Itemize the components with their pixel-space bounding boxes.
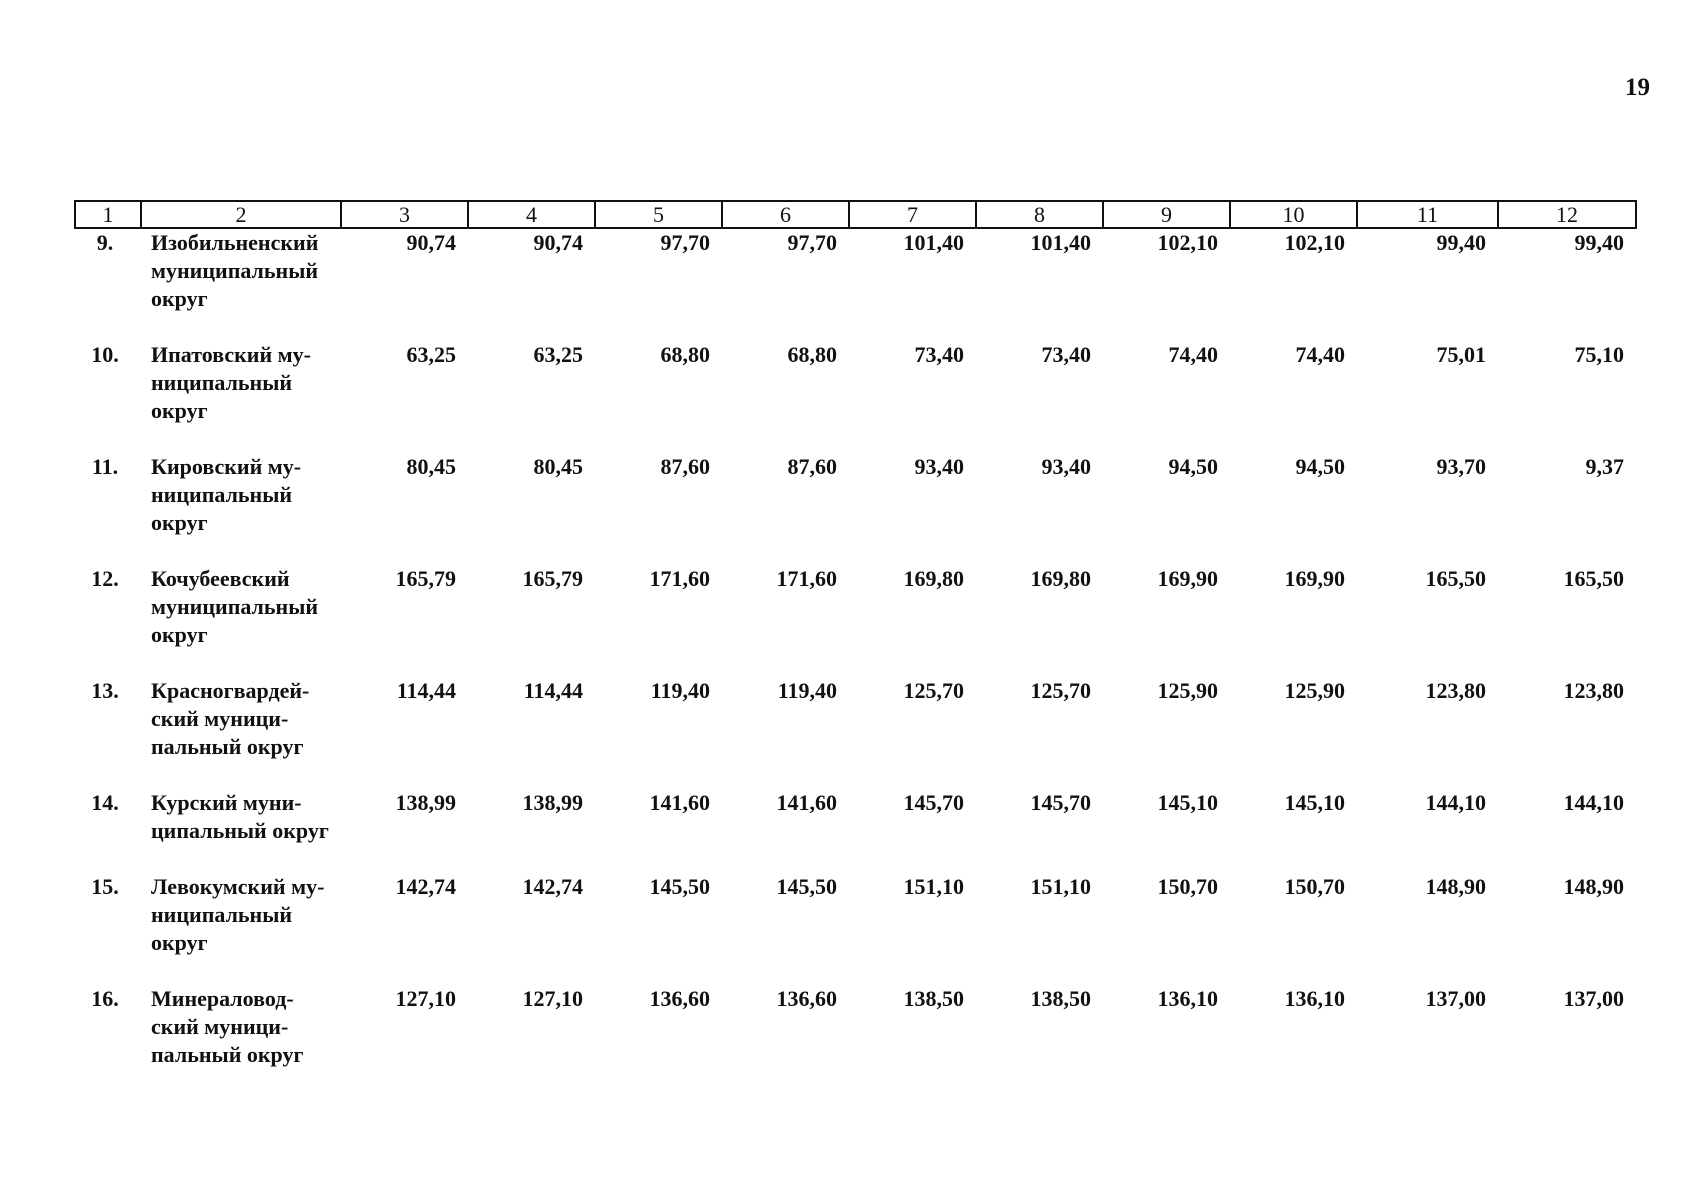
value-cell-col-12: 165,50 xyxy=(1563,566,1624,591)
column-header-10: 10 xyxy=(1230,201,1357,228)
column-header-11: 11 xyxy=(1357,201,1498,228)
district-name-line: Красногвардей- xyxy=(151,678,310,703)
value-cell-col-5: 145,50 xyxy=(649,874,710,899)
district-name-line: округ xyxy=(151,622,208,647)
value-cell-col-6: 141,60 xyxy=(776,790,837,815)
value-cell-col-4: 165,79 xyxy=(522,566,583,591)
value-cell-col-4: 142,74 xyxy=(522,874,583,899)
row-number: 12. xyxy=(91,566,119,591)
value-cell-col-9: 169,90 xyxy=(1157,566,1218,591)
column-header-8: 8 xyxy=(976,201,1103,228)
district-name-line: Кировский му- xyxy=(151,454,302,479)
value-cell-col-9: 150,70 xyxy=(1157,874,1218,899)
value-cell-col-5: 136,60 xyxy=(649,986,710,1011)
value-cell-col-12: 137,00 xyxy=(1563,986,1624,1011)
value-cell-col-10: 94,50 xyxy=(1295,454,1345,479)
table-row xyxy=(75,565,1636,677)
header-row xyxy=(75,201,1636,228)
value-cell-col-5: 97,70 xyxy=(660,230,710,255)
value-cell-col-6: 171,60 xyxy=(776,566,837,591)
value-cell-col-10: 125,90 xyxy=(1284,678,1345,703)
district-name-line: ниципальный xyxy=(151,902,293,927)
district-name xyxy=(141,789,341,873)
row-number: 16. xyxy=(91,986,119,1011)
value-cell-col-8: 125,70 xyxy=(1030,678,1091,703)
value-cell-col-11: 148,90 xyxy=(1425,874,1486,899)
column-header-4: 4 xyxy=(468,201,595,228)
table-row xyxy=(75,341,1636,453)
value-cell-col-8: 151,10 xyxy=(1030,874,1091,899)
column-header-7: 7 xyxy=(849,201,976,228)
column-header-9: 9 xyxy=(1103,201,1230,228)
row-number: 10. xyxy=(91,342,119,367)
value-cell-col-9: 94,50 xyxy=(1168,454,1218,479)
value-cell-col-6: 136,60 xyxy=(776,986,837,1011)
value-cell-col-7: 125,70 xyxy=(903,678,964,703)
value-cell-col-4: 114,44 xyxy=(523,678,583,703)
value-cell-col-9: 102,10 xyxy=(1157,230,1218,255)
column-header-5: 5 xyxy=(595,201,722,228)
value-cell-col-10: 145,10 xyxy=(1284,790,1345,815)
value-cell-col-11: 75,01 xyxy=(1436,342,1486,367)
row-number: 15. xyxy=(91,874,119,899)
table-row xyxy=(75,677,1636,789)
district-name-line: пальный округ xyxy=(151,734,304,759)
row-number: 9. xyxy=(96,230,114,255)
value-cell-col-3: 165,79 xyxy=(395,566,456,591)
value-cell-col-9: 125,90 xyxy=(1157,678,1218,703)
value-cell-col-3: 63,25 xyxy=(406,342,456,367)
district-name xyxy=(141,453,341,565)
page-number: 19 xyxy=(1625,74,1650,101)
value-cell-col-6: 68,80 xyxy=(787,342,837,367)
value-cell-col-9: 145,10 xyxy=(1157,790,1218,815)
value-cell-col-8: 101,40 xyxy=(1030,230,1091,255)
value-cell-col-12: 99,40 xyxy=(1574,230,1624,255)
value-cell-col-11: 165,50 xyxy=(1425,566,1486,591)
district-name-line: Изобильненский xyxy=(151,230,319,255)
value-cell-col-12: 148,90 xyxy=(1563,874,1624,899)
data-table xyxy=(74,200,1637,1097)
district-name xyxy=(141,228,341,341)
value-cell-col-7: 151,10 xyxy=(903,874,964,899)
value-cell-col-11: 99,40 xyxy=(1436,230,1486,255)
value-cell-col-5: 141,60 xyxy=(649,790,710,815)
district-name-line: пальный округ xyxy=(151,1042,304,1067)
district-name-line: Курский муни- xyxy=(151,790,302,815)
value-cell-col-5: 87,60 xyxy=(660,454,710,479)
column-header-3: 3 xyxy=(341,201,468,228)
value-cell-col-10: 150,70 xyxy=(1284,874,1345,899)
district-name xyxy=(141,677,341,789)
column-header-6: 6 xyxy=(722,201,849,228)
value-cell-col-3: 114,44 xyxy=(396,678,456,703)
value-cell-col-8: 73,40 xyxy=(1041,342,1091,367)
district-name-line: ципальный округ xyxy=(151,818,329,843)
district-name xyxy=(141,873,341,985)
district-name-line: округ xyxy=(151,286,208,311)
district-name xyxy=(141,341,341,453)
district-name-line: Кочубеевский xyxy=(151,566,290,591)
value-cell-col-5: 171,60 xyxy=(649,566,710,591)
value-cell-col-4: 90,74 xyxy=(533,230,583,255)
table-row xyxy=(75,985,1636,1097)
row-number: 14. xyxy=(91,790,119,815)
table-row xyxy=(75,228,1636,341)
value-cell-col-11: 137,00 xyxy=(1425,986,1486,1011)
district-name-line: Минераловод- xyxy=(151,986,294,1011)
value-cell-col-3: 138,99 xyxy=(395,790,456,815)
value-cell-col-12: 9,37 xyxy=(1585,454,1624,479)
value-cell-col-4: 138,99 xyxy=(522,790,583,815)
row-number: 13. xyxy=(91,678,119,703)
value-cell-col-10: 136,10 xyxy=(1284,986,1345,1011)
value-cell-col-7: 138,50 xyxy=(903,986,964,1011)
district-name xyxy=(141,565,341,677)
district-name-line: муниципальный xyxy=(151,594,319,619)
value-cell-col-7: 169,80 xyxy=(903,566,964,591)
value-cell-col-12: 75,10 xyxy=(1574,342,1624,367)
value-cell-col-8: 169,80 xyxy=(1030,566,1091,591)
value-cell-col-10: 102,10 xyxy=(1284,230,1345,255)
value-cell-col-4: 127,10 xyxy=(522,986,583,1011)
value-cell-col-7: 145,70 xyxy=(903,790,964,815)
value-cell-col-6: 87,60 xyxy=(787,454,837,479)
district-name-line: муниципальный xyxy=(151,258,319,283)
value-cell-col-7: 101,40 xyxy=(903,230,964,255)
district-name-line: округ xyxy=(151,930,208,955)
value-cell-col-6: 119,40 xyxy=(777,678,837,703)
value-cell-col-3: 127,10 xyxy=(395,986,456,1011)
column-header-2: 2 xyxy=(141,201,341,228)
value-cell-col-8: 138,50 xyxy=(1030,986,1091,1011)
data-table-container xyxy=(74,200,1636,1097)
value-cell-col-11: 123,80 xyxy=(1425,678,1486,703)
district-name-line: Ипатовский му- xyxy=(151,342,311,367)
table-header xyxy=(75,201,1636,228)
value-cell-col-10: 74,40 xyxy=(1295,342,1345,367)
value-cell-col-3: 80,45 xyxy=(406,454,456,479)
value-cell-col-12: 144,10 xyxy=(1563,790,1624,815)
value-cell-col-9: 74,40 xyxy=(1168,342,1218,367)
value-cell-col-3: 142,74 xyxy=(395,874,456,899)
value-cell-col-4: 63,25 xyxy=(533,342,583,367)
table-row xyxy=(75,453,1636,565)
value-cell-col-3: 90,74 xyxy=(406,230,456,255)
value-cell-col-8: 93,40 xyxy=(1041,454,1091,479)
table-body xyxy=(75,228,1636,1097)
value-cell-col-11: 144,10 xyxy=(1425,790,1486,815)
column-header-12: 12 xyxy=(1498,201,1636,228)
value-cell-col-4: 80,45 xyxy=(533,454,583,479)
value-cell-col-7: 93,40 xyxy=(914,454,964,479)
value-cell-col-12: 123,80 xyxy=(1563,678,1624,703)
value-cell-col-11: 93,70 xyxy=(1436,454,1486,479)
district-name-line: округ xyxy=(151,510,208,535)
district-name-line: ский муници- xyxy=(151,1014,289,1039)
district-name-line: ский муници- xyxy=(151,706,289,731)
value-cell-col-8: 145,70 xyxy=(1030,790,1091,815)
value-cell-col-7: 73,40 xyxy=(914,342,964,367)
value-cell-col-6: 145,50 xyxy=(776,874,837,899)
value-cell-col-9: 136,10 xyxy=(1157,986,1218,1011)
district-name xyxy=(141,985,341,1097)
column-header-1: 1 xyxy=(75,201,141,228)
table-row xyxy=(75,789,1636,873)
table-row xyxy=(75,873,1636,985)
district-name-line: Левокумский му- xyxy=(151,874,325,899)
row-number: 11. xyxy=(91,454,119,479)
value-cell-col-5: 119,40 xyxy=(650,678,710,703)
value-cell-col-6: 97,70 xyxy=(787,230,837,255)
district-name-line: округ xyxy=(151,398,208,423)
value-cell-col-5: 68,80 xyxy=(660,342,710,367)
district-name-line: ниципальный xyxy=(151,370,293,395)
value-cell-col-10: 169,90 xyxy=(1284,566,1345,591)
district-name-line: ниципальный xyxy=(151,482,293,507)
